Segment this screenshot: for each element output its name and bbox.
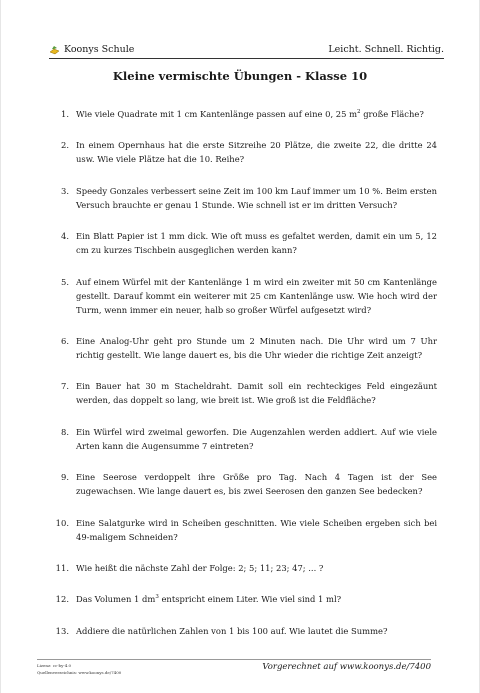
question-number: 3. [61, 185, 69, 196]
question-6 [47, 334, 437, 362]
worksheet-title: Kleine vermischte Übungen - Klasse 10 [112, 69, 368, 83]
question-number: 11. [55, 562, 69, 573]
question-10 [47, 516, 437, 544]
question-8 [47, 425, 437, 453]
source-text: Quellenverzeichnis: www.koonys.de/7400 [37, 670, 122, 675]
question-text: Addiere die natürlichen Zahlen von 1 bis 100 auf. Wie lautet die Summe? [76, 625, 388, 636]
page-footer [37, 659, 431, 676]
question-number: 7. [61, 381, 69, 392]
question-text: Auf einem Würfel mit der Kantenlänge 1 m wird ein zweiter mit 50 cm Kantenlänge gestellt. Darauf kommt ein weiterer mit 25 cm Kantenlänge usw. Wie hoch wird der Turm, wenn immer ein neuer, halb so großer Würfel aufgesetzt wird? [76, 276, 437, 315]
footer-meta [37, 662, 121, 676]
question-1 [47, 107, 437, 121]
question-12 [47, 592, 437, 606]
question-number: 5. [61, 276, 69, 287]
question-number: 4. [61, 231, 69, 242]
question-number: 8. [61, 426, 69, 437]
question-text: Eine Seerose verdoppelt ihre Größe pro Tag. Nach 4 Tagen ist der See zugewachsen. Wie lange dauert es, bis zwei Seerosen den ganzen See bedecken? [76, 472, 437, 497]
question-3 [47, 184, 437, 212]
brand-name: Koonys Schule [64, 44, 135, 55]
brand [49, 44, 134, 55]
footer-credit: Vorgerechnet auf www.koonys.de/7400 [262, 662, 431, 672]
question-number: 6. [61, 335, 69, 346]
question-text: Ein Bauer hat 30 m Stacheldraht. Damit soll ein rechteckiges Feld eingezäunt werden, das doppelt so lang, wie breit ist. Wie groß ist die Feldfläche? [76, 381, 437, 406]
question-number: 1. [61, 109, 69, 119]
question-7 [47, 379, 437, 407]
question-text: Eine Salatgurke wird in Scheiben geschnitten. Wie viele Scheiben ergeben sich bei 49-maligem Schneiden? [76, 517, 437, 542]
question-text: Speedy Gonzales verbessert seine Zeit im 100 km Lauf immer um 10 %. Beim ersten Versuch brauchte er genau 1 Stunde. Wie schnell ist er im dritten Versuch? [76, 185, 437, 210]
question-4 [47, 229, 437, 257]
question-list [47, 107, 437, 655]
slogan: Leicht. Schnell. Richtig. [328, 44, 444, 55]
school-logo-icon [49, 45, 60, 55]
question-9 [47, 470, 437, 498]
question-text: Wie viele Quadrate mit 1 cm Kantenlänge passen auf eine 0, 25 $m^2$ große Fläche? [76, 109, 424, 119]
question-2 [47, 138, 437, 166]
question-number: 10. [55, 517, 69, 528]
question-text: Eine Analog-Uhr geht pro Stunde um 2 Minuten nach. Die Uhr wird um 7 Uhr richtig gestellt. Wie lange dauert es, bis die Uhr wieder die richtige Zeit anzeigt? [76, 335, 437, 360]
question-text: Das Volumen 1 $dm^3$ entspricht einem Liter. Wie viel sind 1 ml? [76, 594, 342, 605]
question-number: 9. [61, 472, 69, 483]
question-13 [47, 624, 437, 638]
page-header [49, 44, 444, 59]
question-11 [47, 561, 437, 575]
question-text: Ein Blatt Papier ist 1 mm dick. Wie oft muss es gefaltet werden, damit ein um 5, 12 cm zu kurzes Tischbein ausgeglichen werden kann? [76, 231, 437, 256]
question-text: Ein Würfel wird zweimal geworfen. Die Augenzahlen werden addiert. Auf wie viele Arten kann die Augensumme 7 eintreten? [76, 426, 437, 451]
question-text: In einem Opernhaus hat die erste Sitzreihe 20 Plätze, die zweite 22, die dritte 24 usw. Wie viele Plätze hat die 10. Reihe? [76, 140, 437, 165]
license-text: Lizenz: cc-by-4.0 [37, 663, 72, 668]
question-number: 12. [55, 594, 69, 605]
question-text: Wie heißt die nächste Zahl der Folge: 2; 5; 11; 23; 47; ... ? [76, 562, 324, 573]
question-number: 2. [61, 140, 69, 151]
question-5 [47, 275, 437, 317]
question-number: 13. [55, 625, 69, 636]
